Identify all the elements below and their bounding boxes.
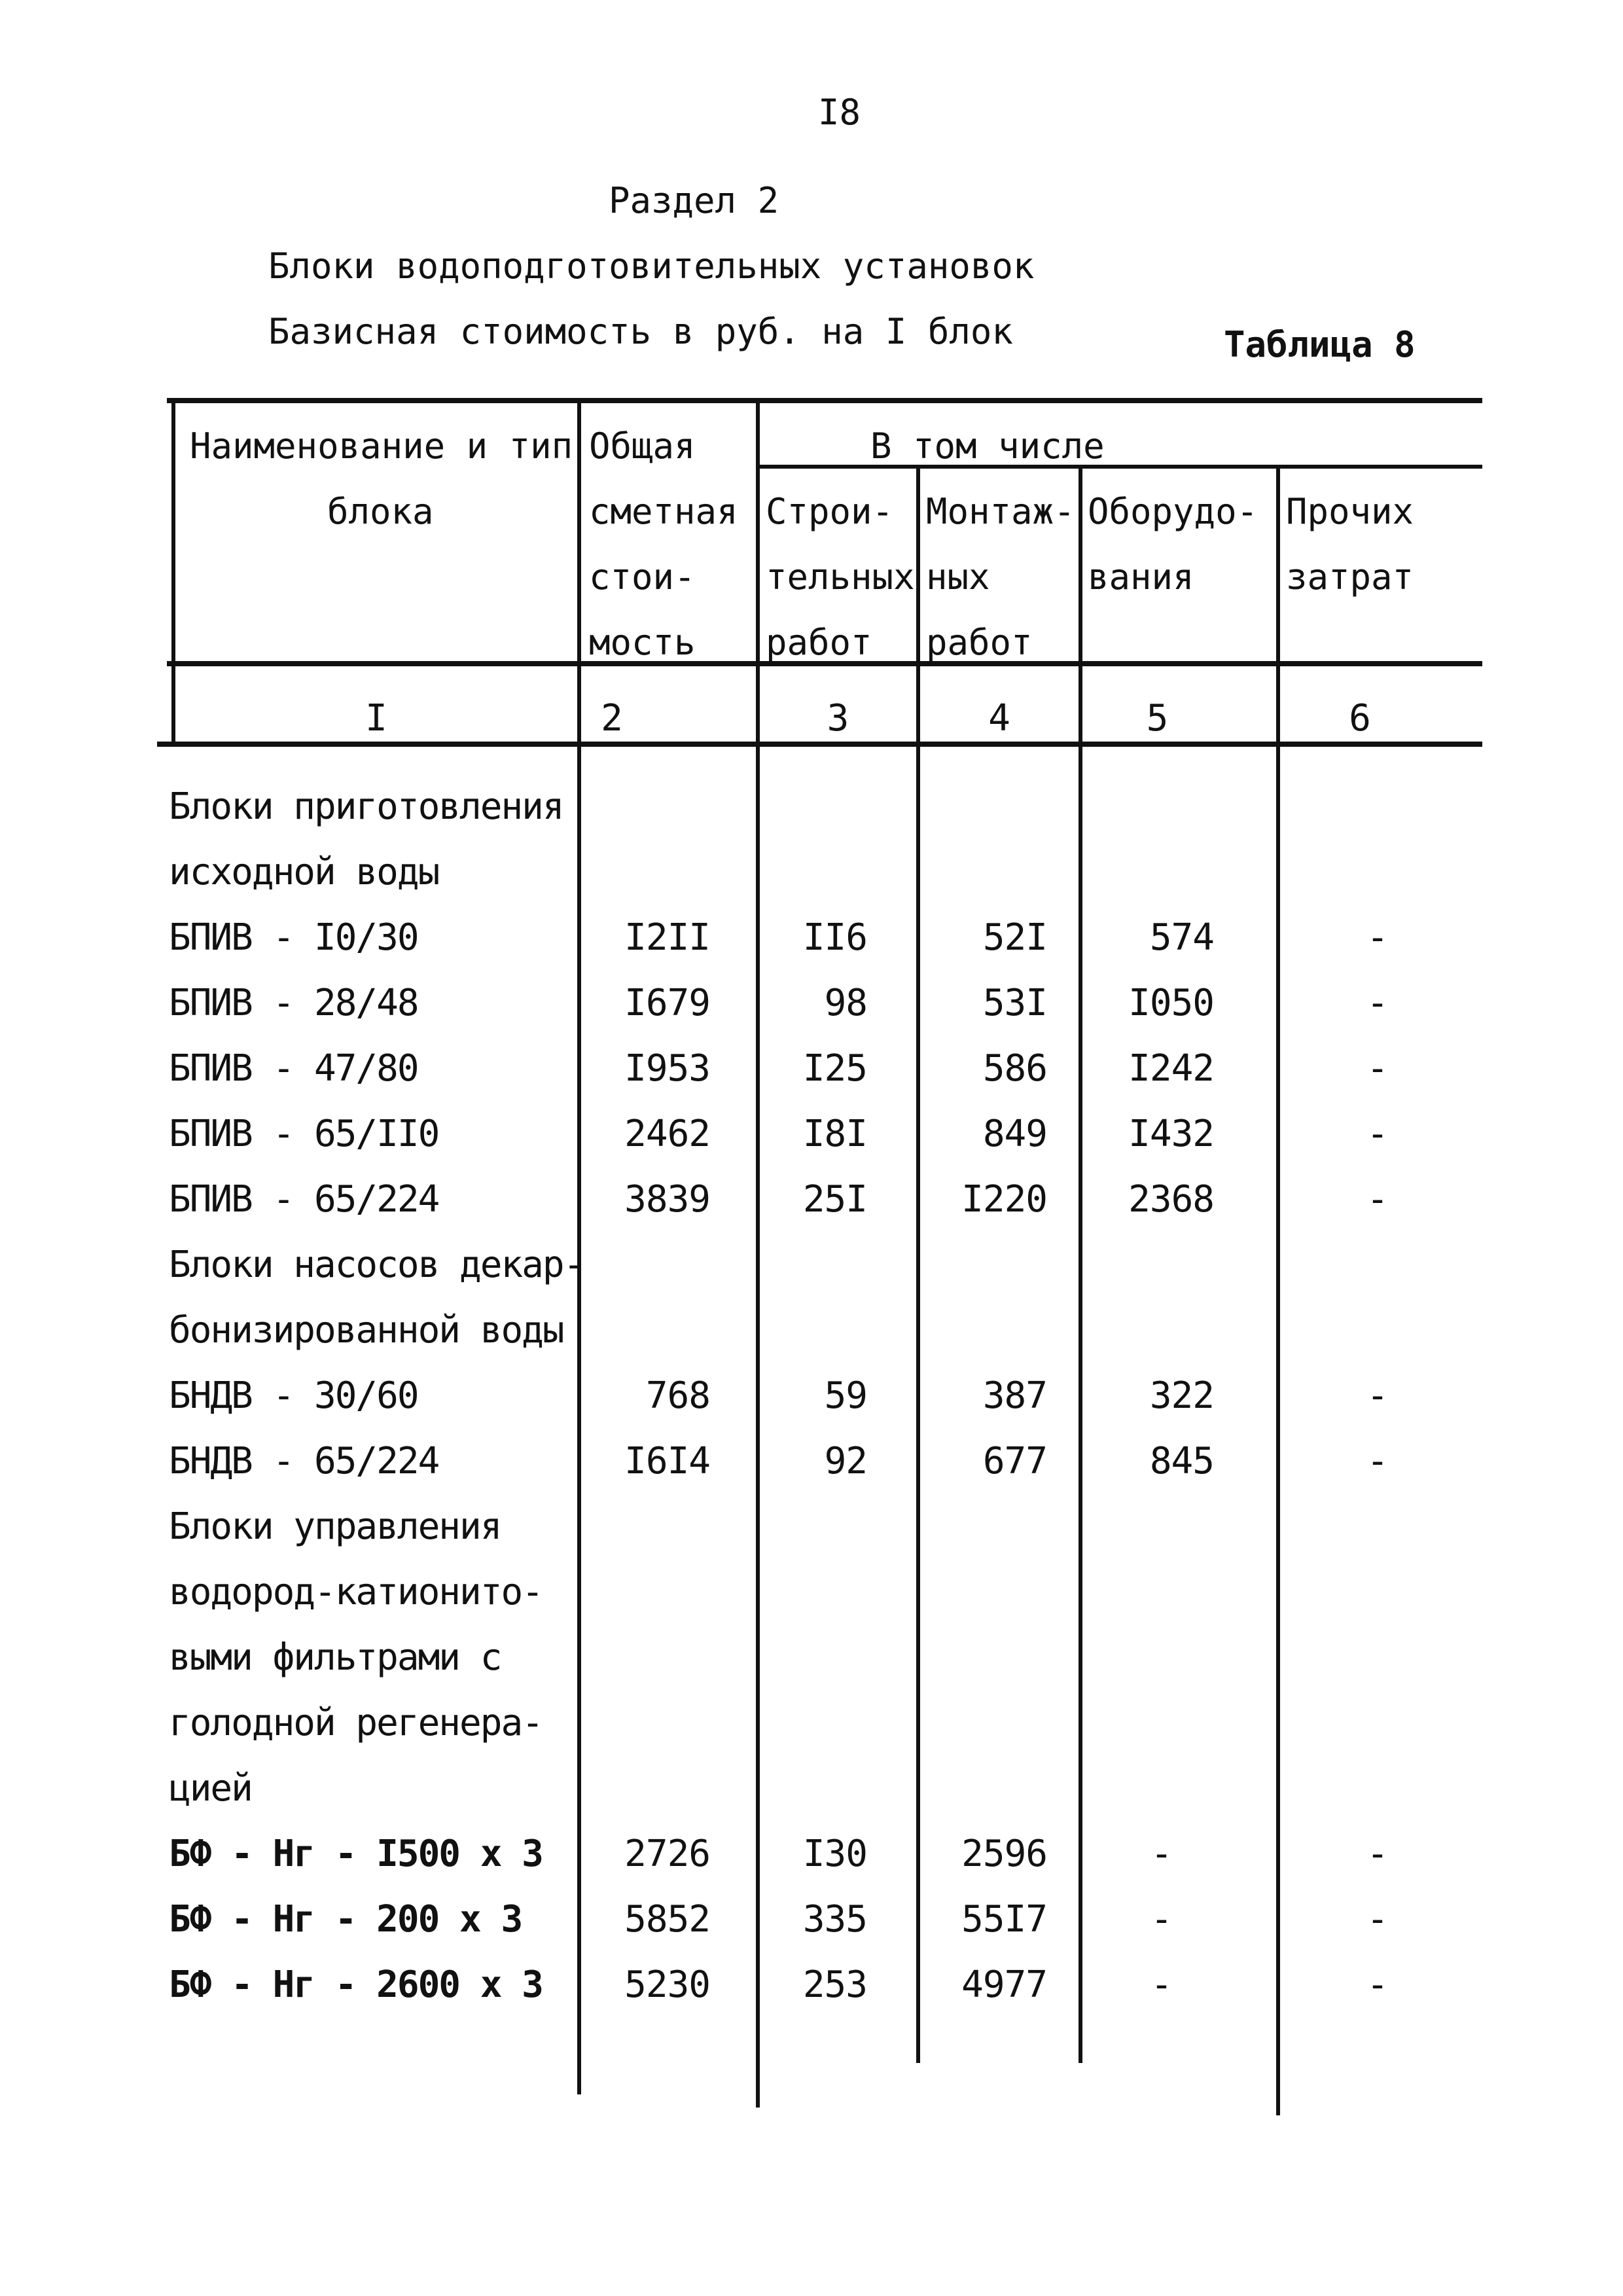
row-installation: 586 <box>982 1047 1047 1090</box>
row-equipment: 574 <box>1149 916 1214 959</box>
header-construction-line3: работ <box>766 622 872 663</box>
vertical-rule-left <box>171 398 175 745</box>
row-construction: 25I <box>802 1178 867 1221</box>
row-equipment: 2368 <box>1128 1178 1214 1221</box>
row-equipment: 322 <box>1149 1374 1214 1417</box>
row-name: БФ - Нг - 200 х 3 <box>169 1898 522 1941</box>
group-title-line: бонизированной воды <box>169 1309 563 1352</box>
row-installation: 52I <box>982 916 1047 959</box>
row-construction: I25 <box>802 1047 867 1090</box>
row-other: - <box>1366 1178 1389 1221</box>
row-installation: 2596 <box>961 1833 1047 1875</box>
header-equipment-line1: Оборудо- <box>1088 491 1258 532</box>
header-total-line4: мость <box>589 622 696 663</box>
row-other: - <box>1366 1964 1389 2006</box>
row-name: БФ - Нг - 2600 х 3 <box>169 1964 543 2006</box>
header-installation-line2: ных <box>926 556 990 598</box>
header-installation-line3: работ <box>926 622 1033 663</box>
header-name-line2: блока <box>327 491 434 532</box>
header-other-line1: Прочих <box>1286 491 1414 532</box>
header-group-label: В том числе <box>870 425 1105 467</box>
row-construction: 92 <box>824 1440 867 1482</box>
row-name: БПИВ - I0/30 <box>169 916 418 959</box>
row-total: I953 <box>624 1047 710 1090</box>
row-other: - <box>1366 1374 1389 1417</box>
row-other: - <box>1366 1898 1389 1941</box>
row-name: БНДВ - 65/224 <box>169 1440 439 1482</box>
row-construction: 98 <box>824 982 867 1024</box>
page-number: I8 <box>818 92 861 133</box>
row-total: I679 <box>624 982 710 1024</box>
row-construction: I30 <box>802 1833 867 1875</box>
row-construction: 335 <box>802 1898 867 1941</box>
row-total: 2726 <box>624 1833 710 1875</box>
row-name: БПИВ - 47/80 <box>169 1047 418 1090</box>
header-equipment-line2: вания <box>1088 556 1194 598</box>
header-construction-line2: тельных <box>766 556 915 598</box>
row-installation: 387 <box>982 1374 1047 1417</box>
row-other: - <box>1366 916 1389 959</box>
group-title-line: исходной воды <box>169 851 439 893</box>
row-installation: 4977 <box>961 1964 1047 2006</box>
cost-basis-note: Базисная стоимость в руб. на I блок <box>268 311 1013 352</box>
column-number-1: I <box>365 697 387 740</box>
row-other: - <box>1366 1440 1389 1482</box>
table-label: Таблица 8 <box>1224 324 1416 365</box>
header-name-line1: Наименование и тип <box>190 425 573 467</box>
row-construction: II6 <box>802 916 867 959</box>
row-name: БПИВ - 65/II0 <box>169 1113 439 1155</box>
row-installation: 55I7 <box>961 1898 1047 1941</box>
table-top-rule <box>167 398 1482 403</box>
group-title-line: выми фильтрами с <box>169 1636 501 1679</box>
header-total-line3: стои- <box>589 556 696 598</box>
row-equipment: I432 <box>1128 1113 1214 1155</box>
row-equipment: I242 <box>1128 1047 1214 1090</box>
row-installation: 53I <box>982 982 1047 1024</box>
group-title-line: Блоки насосов декар- <box>169 1244 584 1286</box>
group-title-line: голодной регенера- <box>169 1702 543 1744</box>
row-installation: 849 <box>982 1113 1047 1155</box>
row-installation: I220 <box>961 1178 1047 1221</box>
row-total: 2462 <box>624 1113 710 1155</box>
row-equipment: - <box>1150 1964 1173 2006</box>
row-construction: 59 <box>824 1374 867 1417</box>
column-numbers-rule <box>157 742 1482 747</box>
header-total-line2: сметная <box>589 491 738 532</box>
row-name: БПИВ - 65/224 <box>169 1178 439 1221</box>
row-name: БФ - Нг - I500 х 3 <box>169 1833 543 1875</box>
column-number-2: 2 <box>601 697 623 740</box>
group-header-rule <box>759 465 1482 469</box>
group-title-line: Блоки управления <box>169 1505 501 1548</box>
row-equipment: - <box>1150 1833 1173 1875</box>
column-number-6: 6 <box>1349 697 1371 740</box>
row-construction: 253 <box>802 1964 867 2006</box>
section-title: Раздел 2 <box>609 180 779 221</box>
row-equipment: I050 <box>1128 982 1214 1024</box>
row-other: - <box>1366 982 1389 1024</box>
row-installation: 677 <box>982 1440 1047 1482</box>
group-title-line: цией <box>169 1767 252 1810</box>
header-total-line1: Общая <box>589 425 696 467</box>
row-equipment: 845 <box>1149 1440 1214 1482</box>
column-number-3: 3 <box>827 697 849 740</box>
header-construction-line1: Строи- <box>766 491 894 532</box>
document-subtitle: Блоки водоподготовительных установок <box>268 245 1035 287</box>
row-total: I6I4 <box>624 1440 710 1482</box>
header-installation-line1: Монтаж- <box>926 491 1075 532</box>
row-name: БПИВ - 28/48 <box>169 982 418 1024</box>
column-number-4: 4 <box>988 697 1010 740</box>
row-other: - <box>1366 1047 1389 1090</box>
row-other: - <box>1366 1113 1389 1155</box>
column-number-5: 5 <box>1146 697 1169 740</box>
group-title-line: Блоки приготовления <box>169 785 563 828</box>
group-title-line: водород-катионито- <box>169 1571 543 1613</box>
row-other: - <box>1366 1833 1389 1875</box>
row-total: 3839 <box>624 1178 710 1221</box>
header-other-line2: затрат <box>1286 556 1414 598</box>
row-total: 5230 <box>624 1964 710 2006</box>
row-total: I2II <box>624 916 710 959</box>
row-equipment: - <box>1150 1898 1173 1941</box>
row-total: 768 <box>645 1374 710 1417</box>
row-name: БНДВ - 30/60 <box>169 1374 418 1417</box>
row-total: 5852 <box>624 1898 710 1941</box>
row-construction: I8I <box>802 1113 867 1155</box>
